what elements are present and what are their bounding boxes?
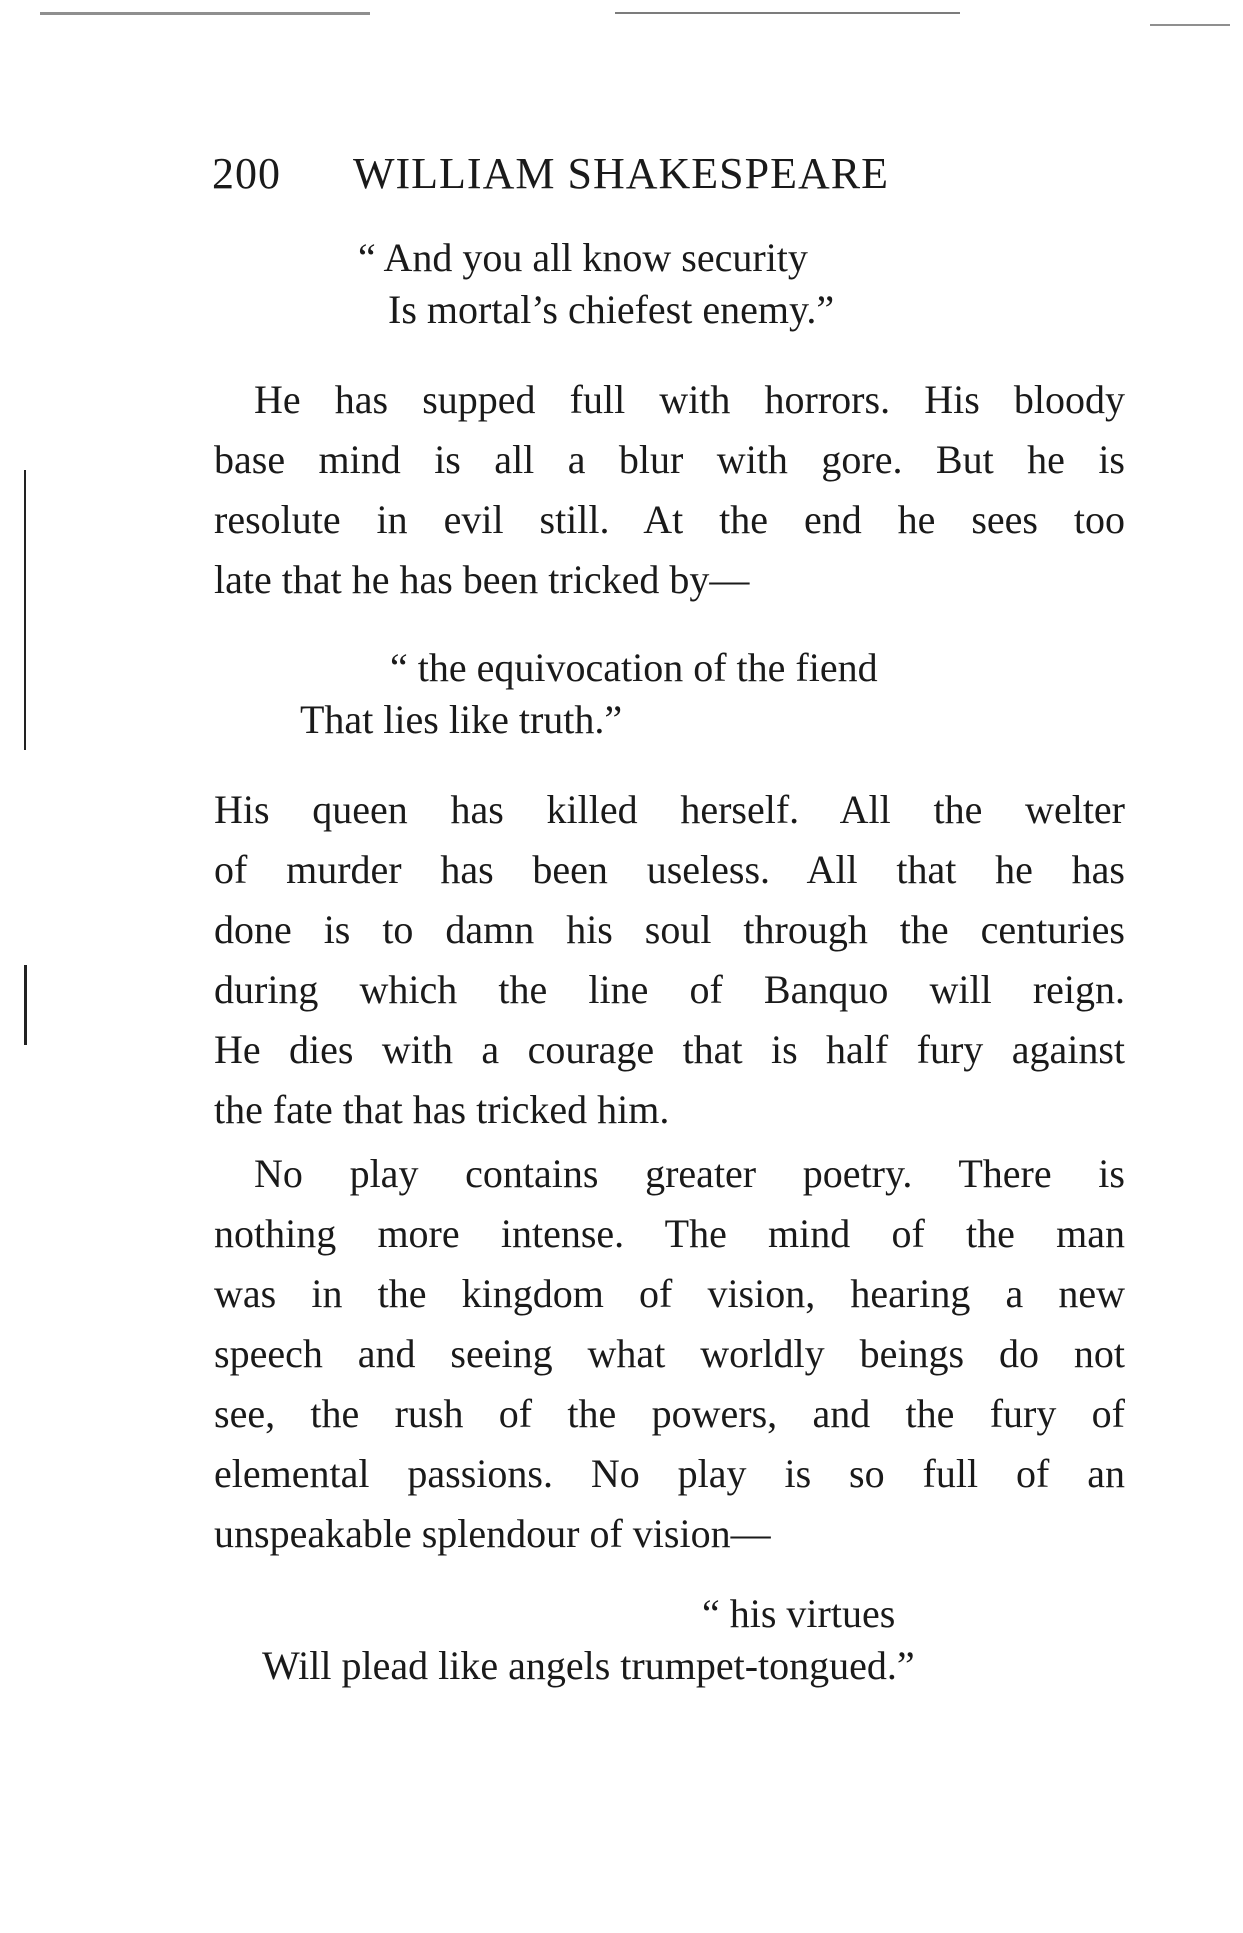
text-line: late that he has been tricked by—: [214, 557, 750, 602]
text-line: resolute in evil still. At the end he sees too: [214, 497, 1125, 542]
page-number: 200: [212, 149, 281, 198]
quote-block-3: [262, 1588, 915, 1692]
text-line: elemental passions. No play is so full of an: [214, 1451, 1125, 1496]
text-line: was in the kingdom of vision, hearing a new: [214, 1271, 1125, 1316]
paragraph-2: [214, 780, 1125, 1140]
verse-line: That lies like truth.”: [300, 697, 623, 742]
running-title: WILLIAM SHAKESPEARE: [353, 149, 889, 198]
verse-line: “ And you all know security: [358, 235, 808, 280]
text-line: see, the rush of the powers, and the fury of: [214, 1391, 1125, 1436]
text-line: speech and seeing what worldly beings do not: [214, 1331, 1125, 1376]
paragraph-1: [214, 370, 1125, 610]
text-line: No play contains greater poetry. There is: [254, 1151, 1125, 1196]
quote-block-1: [358, 232, 834, 336]
text-line: He dies with a courage that is half fury against: [214, 1027, 1125, 1072]
paragraph-3: [214, 1144, 1125, 1564]
text-line: unspeakable splendour of vision—: [214, 1511, 771, 1556]
scan-artifact-top-left: [40, 12, 370, 15]
text-line: the fate that has tricked him.: [214, 1087, 670, 1132]
text-line: of murder has been useless. All that he has: [214, 847, 1125, 892]
running-header: [212, 148, 889, 199]
verse-line: “ the equivocation of the fiend: [390, 645, 878, 690]
scan-artifact-top-center: [615, 12, 960, 14]
scan-artifact-top-right: [1150, 24, 1230, 26]
text-line: nothing more intense. The mind of the man: [214, 1211, 1125, 1256]
quote-block-2: [300, 642, 878, 746]
text-line: done is to damn his soul through the centuries: [214, 907, 1125, 952]
text-line: His queen has killed herself. All the welter: [214, 787, 1125, 832]
verse-line: “ his virtues: [702, 1591, 896, 1636]
scan-artifact-margin-bar-2: [24, 965, 27, 1045]
scan-artifact-margin-bar: [24, 470, 26, 750]
text-line: during which the line of Banquo will reign.: [214, 967, 1125, 1012]
text-line: base mind is all a blur with gore. But he is: [214, 437, 1125, 482]
text-line: He has supped full with horrors. His bloody: [254, 377, 1125, 422]
verse-line: Will plead like angels trumpet-tongued.”: [262, 1643, 915, 1688]
verse-line: Is mortal’s chiefest enemy.”: [388, 287, 835, 332]
